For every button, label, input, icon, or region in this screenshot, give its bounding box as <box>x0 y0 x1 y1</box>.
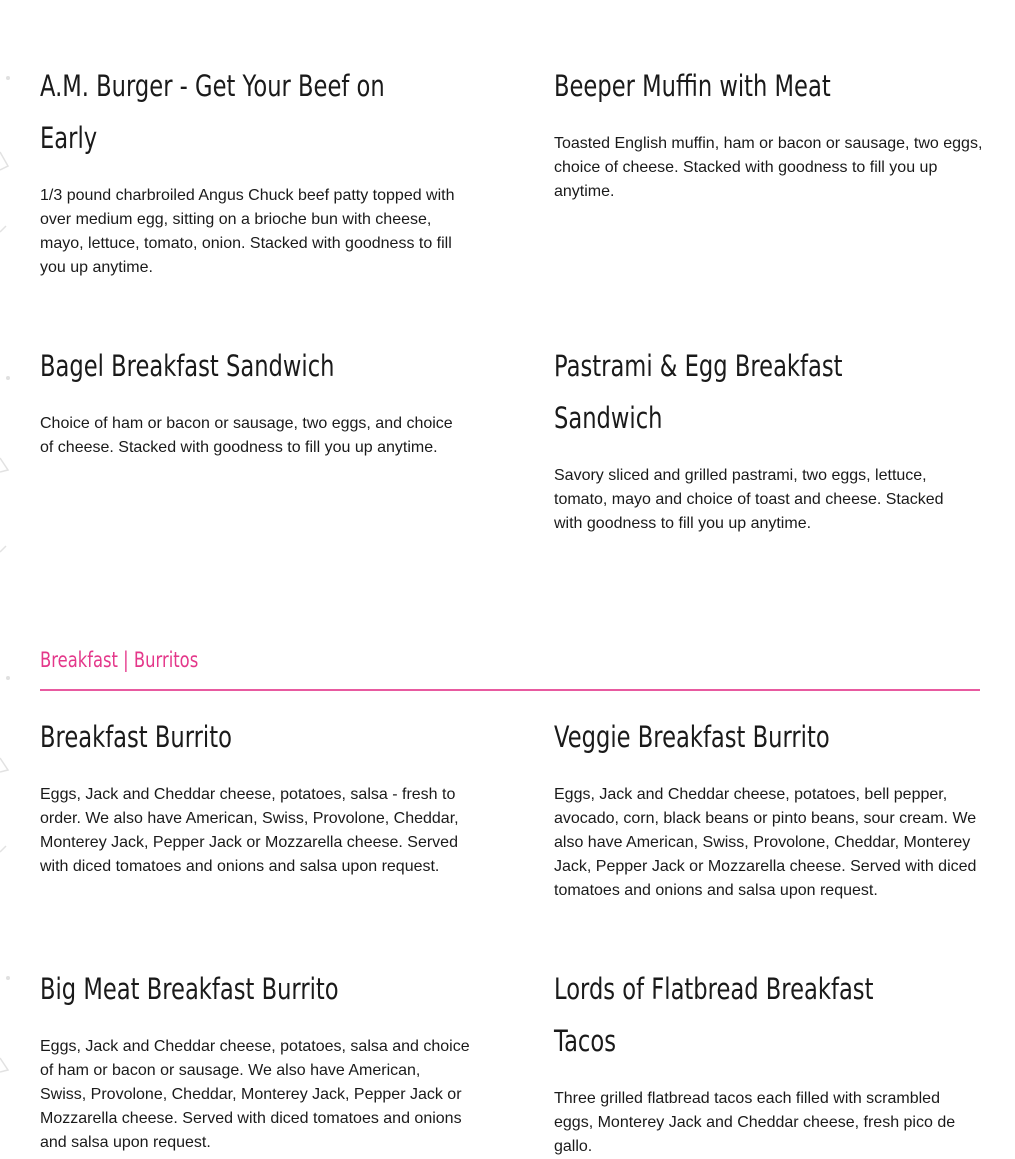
menu-item-title: Beeper Muffin with Meat <box>554 69 831 103</box>
menu-item-description: Three grilled flatbread tacos each filled with scrambled eggs, Monterey Jack and Cheddar cheese, fresh pico de gallo. <box>554 1090 956 1155</box>
menu-item-flatbread-tacos <box>554 963 974 1159</box>
menu-item-bagel-sandwich <box>40 340 460 460</box>
menu-item-title: Pastrami & Egg Breakfast Sandwich <box>554 349 843 435</box>
menu-item-title: A.M. Burger - Get Your Beef on Early <box>40 69 385 155</box>
section-divider <box>40 689 980 691</box>
menu-item-am-burger <box>40 60 460 280</box>
menu-item-description: Toasted English muffin, ham or bacon or sausage, two eggs, choice of cheese. Stacked with goodness to fill you up anytime. <box>554 135 983 200</box>
menu-item-description: Eggs, Jack and Cheddar cheese, potatoes, salsa and choice of ham or bacon or sausage. We also have American, Swiss, Provolone, Cheddar, Monterey Jack, Pepper Jack or Mozzarella cheese. Served with diced tomatoes and onions and salsa upon request. <box>40 1038 470 1151</box>
menu-item-big-meat-burrito <box>40 963 470 1155</box>
menu-item-description: Savory sliced and grilled pastrami, two eggs, lettuce, tomato, mayo and choice of toast and cheese. Stacked with goodness to fill you up anytime. <box>554 467 944 532</box>
background-pattern-decoration <box>0 0 20 1119</box>
menu-item-title: Breakfast Burrito <box>40 720 232 754</box>
menu-item-description: 1/3 pound charbroiled Angus Chuck beef patty topped with over medium egg, sitting on a brioche bun with cheese, mayo, lettuce, tomato, onion. Stacked with goodness to fill you up anytime. <box>40 187 455 276</box>
menu-item-pastrami-sandwich <box>554 340 974 536</box>
menu-item-description: Eggs, Jack and Cheddar cheese, potatoes, bell pepper, avocado, corn, black beans or pinto beans, sour cream. We also have American, Swiss, Provolone, Cheddar, Monterey Jack, Pepper Jack or Mozzarella cheese. Served with diced tomatoes and onions and salsa upon request. <box>554 786 977 899</box>
menu-item-breakfast-burrito <box>40 711 462 879</box>
menu-item-description: Choice of ham or bacon or sausage, two eggs, and choice of cheese. Stacked with goodness to fill you up anytime. <box>40 415 453 456</box>
menu-item-title: Lords of Flatbread Breakfast Tacos <box>554 972 874 1058</box>
menu-item-title: Veggie Breakfast Burrito <box>554 720 830 754</box>
section-heading-breakfast-burritos: Breakfast | Burritos <box>40 648 199 672</box>
menu-item-beeper-muffin <box>554 60 984 204</box>
menu-item-title: Bagel Breakfast Sandwich <box>40 349 335 383</box>
menu-item-veggie-burrito <box>554 711 979 903</box>
menu-item-title: Big Meat Breakfast Burrito <box>40 972 339 1006</box>
menu-item-description: Eggs, Jack and Cheddar cheese, potatoes, salsa - fresh to order. We also have American, Swiss, Provolone, Cheddar, Monterey Jack, Pepper Jack or Mozzarella cheese. Served with diced tomatoes and onions and salsa upon request. <box>40 786 459 875</box>
